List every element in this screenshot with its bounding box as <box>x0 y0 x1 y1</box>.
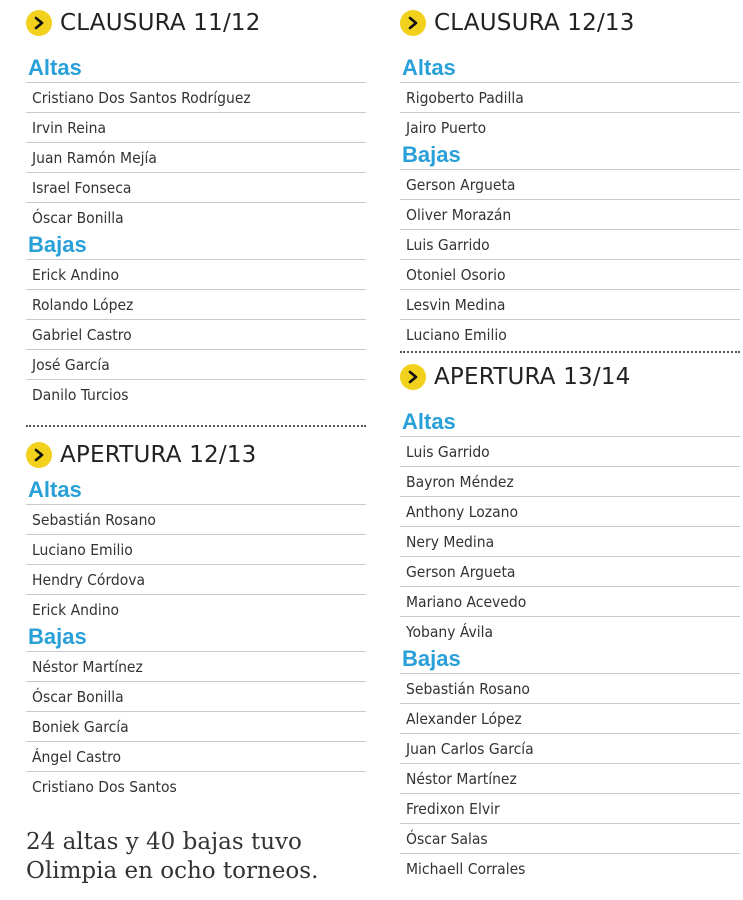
list-item: Anthony Lozano <box>400 496 740 526</box>
bajas-heading: Bajas <box>28 232 87 257</box>
list-item: Jairo Puerto <box>400 112 740 142</box>
list-item: Néstor Martínez <box>26 651 366 681</box>
section-title: CLAUSURA 12/13 <box>434 10 635 36</box>
list-item: Yobany Ávila <box>400 616 740 646</box>
chevron-right-icon <box>26 442 52 468</box>
list-item: Otoniel Osorio <box>400 259 740 289</box>
section-apertura-12-13 <box>26 437 366 801</box>
section-header <box>26 5 366 41</box>
list-item: Rigoberto Padilla <box>400 82 740 112</box>
chevron-right-icon <box>400 10 426 36</box>
section-header <box>26 437 366 473</box>
altas-heading: Altas <box>28 477 82 502</box>
list-item: Michaell Corrales <box>400 853 740 883</box>
list-item: Hendry Córdova <box>26 564 366 594</box>
section-header <box>400 359 740 395</box>
list-item: Rolando López <box>26 289 366 319</box>
dotted-divider <box>400 351 740 353</box>
left-column <box>26 0 366 801</box>
list-item: Óscar Salas <box>400 823 740 853</box>
list-item: Danilo Turcios <box>26 379 366 409</box>
list-item: Alexander López <box>400 703 740 733</box>
list-item: Fredixon Elvir <box>400 793 740 823</box>
bajas-list <box>26 651 366 801</box>
section-title: APERTURA 12/13 <box>60 442 257 468</box>
list-item: Gerson Argueta <box>400 556 740 586</box>
list-item: Irvin Reina <box>26 112 366 142</box>
list-item: Cristiano Dos Santos Rodríguez <box>26 82 366 112</box>
list-item: Luis Garrido <box>400 229 740 259</box>
list-item: Erick Andino <box>26 594 366 624</box>
bajas-list <box>400 673 740 883</box>
list-item: Luis Garrido <box>400 436 740 466</box>
altas-heading: Altas <box>402 55 456 80</box>
list-item: José García <box>26 349 366 379</box>
right-column <box>400 0 740 883</box>
list-item: Erick Andino <box>26 259 366 289</box>
section-header <box>400 5 740 41</box>
altas-heading: Altas <box>28 55 82 80</box>
altas-list <box>26 82 366 232</box>
list-item: Nery Medina <box>400 526 740 556</box>
list-item: Sebastián Rosano <box>26 504 366 534</box>
bajas-heading: Bajas <box>402 142 461 167</box>
bajas-list <box>400 169 740 349</box>
altas-list <box>400 436 740 646</box>
list-item: Luciano Emilio <box>400 319 740 349</box>
list-item: Néstor Martínez <box>400 763 740 793</box>
list-item: Juan Carlos García <box>400 733 740 763</box>
list-item: Lesvin Medina <box>400 289 740 319</box>
list-item: Sebastián Rosano <box>400 673 740 703</box>
list-item: Cristiano Dos Santos <box>26 771 366 801</box>
section-title: APERTURA 13/14 <box>434 364 631 390</box>
chevron-right-icon <box>400 364 426 390</box>
list-item: Gabriel Castro <box>26 319 366 349</box>
section-clausura-12-13 <box>400 5 740 349</box>
list-item: Boniek García <box>26 711 366 741</box>
list-item: Juan Ramón Mejía <box>26 142 366 172</box>
summary-text: 24 altas y 40 bajas tuvo Olimpia en ocho torneos. <box>26 829 319 884</box>
list-item: Ángel Castro <box>26 741 366 771</box>
bajas-heading: Bajas <box>402 646 461 671</box>
list-item: Óscar Bonilla <box>26 681 366 711</box>
bajas-heading: Bajas <box>28 624 87 649</box>
list-item: Israel Fonseca <box>26 172 366 202</box>
list-item: Oliver Morazán <box>400 199 740 229</box>
list-item: Mariano Acevedo <box>400 586 740 616</box>
bajas-list <box>26 259 366 409</box>
list-item: Bayron Méndez <box>400 466 740 496</box>
list-item: Óscar Bonilla <box>26 202 366 232</box>
altas-list <box>400 82 740 142</box>
dotted-divider <box>26 425 366 427</box>
section-title: CLAUSURA 11/12 <box>60 10 261 36</box>
section-clausura-11-12 <box>26 5 366 409</box>
list-item: Luciano Emilio <box>26 534 366 564</box>
list-item: Gerson Argueta <box>400 169 740 199</box>
altas-heading: Altas <box>402 409 456 434</box>
altas-list <box>26 504 366 624</box>
chevron-right-icon <box>26 10 52 36</box>
section-apertura-13-14 <box>400 359 740 883</box>
